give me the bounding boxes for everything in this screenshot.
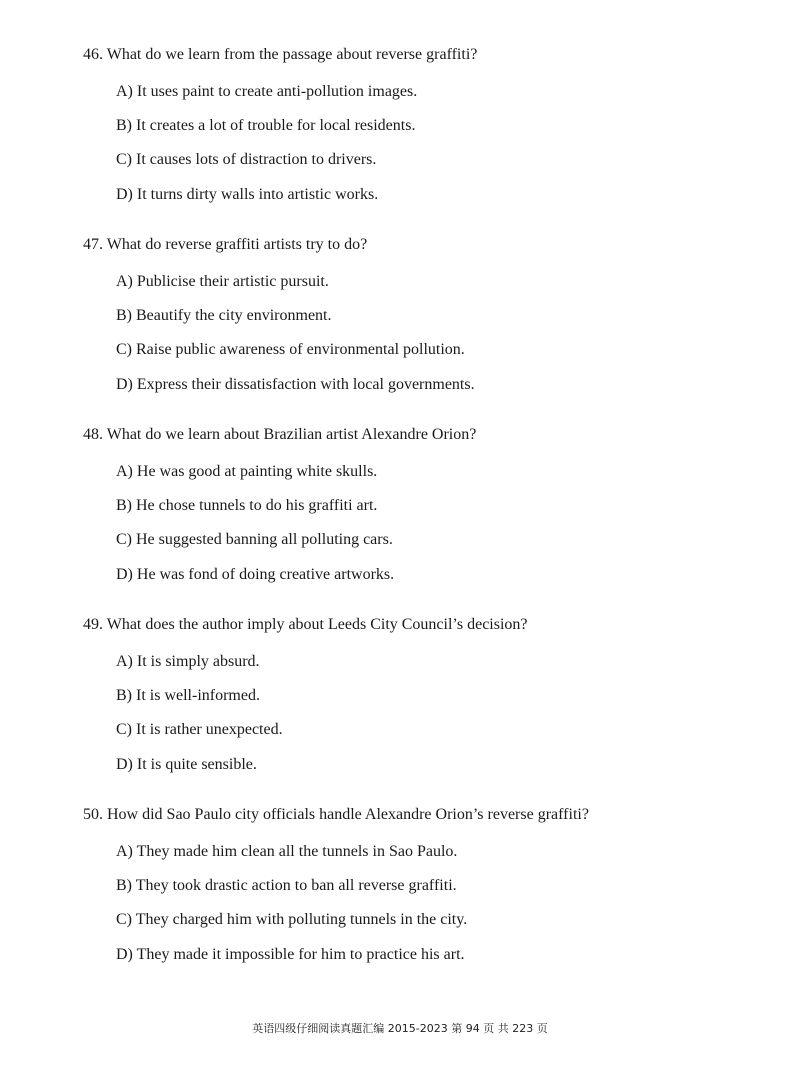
page-footer: 英语四级仔细阅读真题汇编 2015-2023 第 94 页 共 223 页	[252, 1022, 548, 1035]
option-b: B) It creates a lot of trouble for local residents.	[116, 117, 416, 134]
option-c: C) It is rather unexpected.	[116, 721, 283, 738]
option-b: B) Beautify the city environment.	[116, 307, 332, 324]
option-a: A) It is simply absurd.	[116, 653, 260, 670]
option-b: B) He chose tunnels to do his graffiti art.	[116, 497, 378, 514]
option-d: D) They made it impossible for him to practice his art.	[116, 946, 465, 963]
option-d: D) He was fond of doing creative artworks.	[116, 566, 395, 583]
option-c: C) Raise public awareness of environmental pollution.	[116, 341, 465, 358]
option-a: A) He was good at painting white skulls.	[116, 463, 378, 480]
option-d: D) Express their dissatisfaction with local governments.	[116, 376, 475, 393]
question-stem: 47. What do reverse graffiti artists try to do?	[83, 236, 368, 253]
option-c: C) They charged him with polluting tunnels in the city.	[116, 911, 468, 928]
option-c: C) He suggested banning all polluting cars.	[116, 531, 393, 548]
option-c: C) It causes lots of distraction to drivers.	[116, 151, 377, 168]
question-stem: 50. How did Sao Paulo city officials handle Alexandre Orion’s reverse graffiti?	[83, 806, 589, 823]
question-stem: 49. What does the author imply about Leeds City Council’s decision?	[83, 616, 528, 633]
option-d: D) It turns dirty walls into artistic works.	[116, 186, 379, 203]
option-a: A) It uses paint to create anti-pollution images.	[116, 83, 418, 100]
question-stem: 48. What do we learn about Brazilian artist Alexandre Orion?	[83, 426, 477, 443]
option-a: A) Publicise their artistic pursuit.	[116, 273, 329, 290]
question-stem: 46. What do we learn from the passage about reverse graffiti?	[83, 46, 478, 63]
option-a: A) They made him clean all the tunnels in Sao Paulo.	[116, 843, 458, 860]
option-b: B) It is well-informed.	[116, 687, 260, 704]
option-b: B) They took drastic action to ban all reverse graffiti.	[116, 877, 457, 894]
option-d: D) It is quite sensible.	[116, 756, 257, 773]
